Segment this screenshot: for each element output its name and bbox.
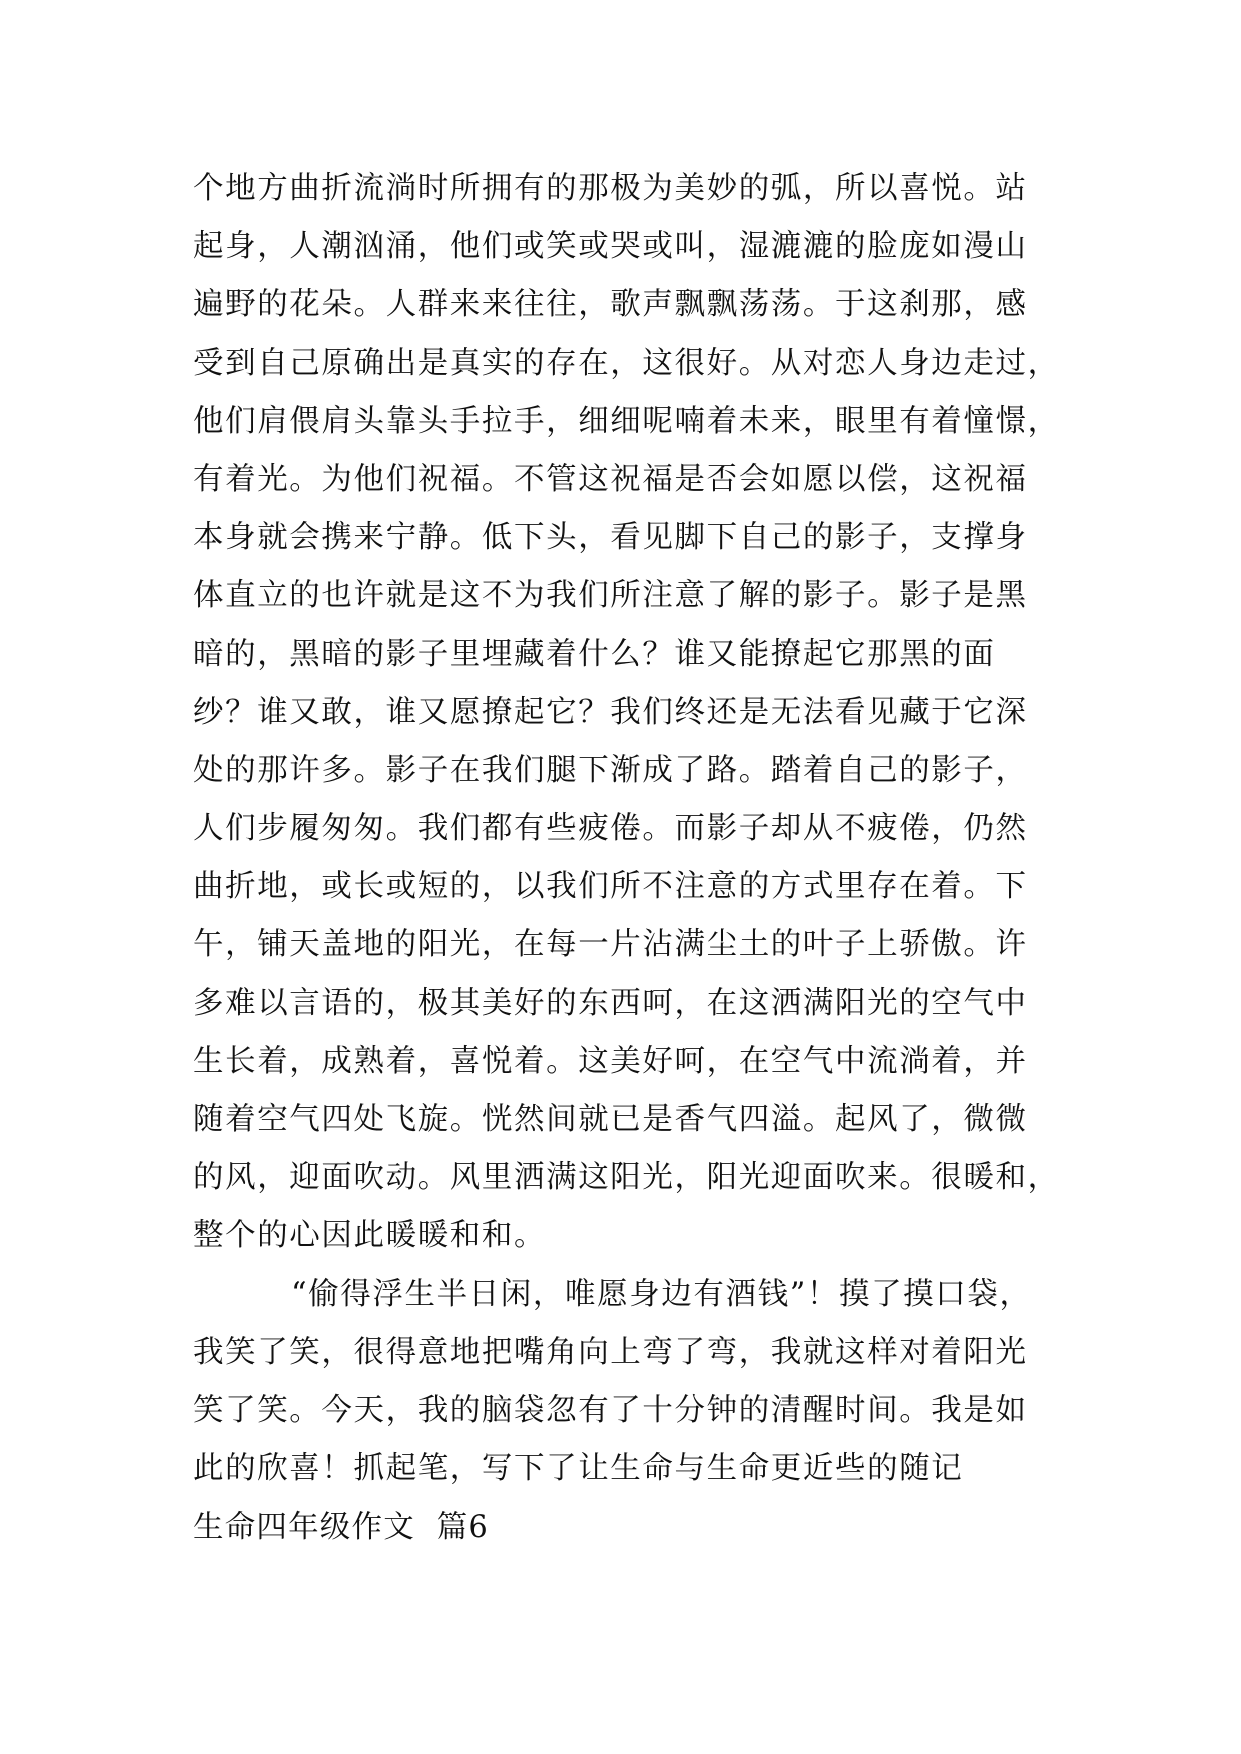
text-line: 多难以言语的，极其美好的东西呵，在这洒满阳光的空气中 — [193, 985, 1028, 1021]
text-line: 个地方曲折流淌时所拥有的那极为美妙的弧，所以喜悦。站 — [193, 171, 1028, 206]
text-line: 午，铺天盖地的阳光，在每一片沾满尘土的叶子上骄傲。许 — [193, 927, 1028, 963]
text-line: 暗的，黑暗的影子里埋藏着什么？谁又能撩起它那黑的面 — [193, 636, 996, 672]
text-line: 他们肩偎肩头靠头手拉手，细细呢喃着未来，眼里有着憧憬， — [193, 403, 1060, 439]
text-line: 受到自己原确出是真实的存在，这很好。从对恋人身边走过， — [193, 345, 1060, 381]
essay-body — [193, 160, 1073, 1498]
text-line: 我笑了笑，很得意地把嘴角向上弯了弯，我就这样对着阳光 — [193, 1334, 1028, 1370]
text-line: 遍野的花朵。人群来来往往，歌声飘飘荡荡。于这刹那，感 — [193, 287, 1028, 323]
text-line: 人们步履匆匆。我们都有些疲倦。而影子却从不疲倦，仍然 — [193, 811, 1028, 847]
text-line: 体直立的也许就是这不为我们所注意了解的影子。影子是黑 — [193, 578, 1028, 614]
text-line: 的风，迎面吹动。风里洒满这阳光，阳光迎面吹来。很暖和， — [193, 1160, 1060, 1196]
text-line: 纱？谁又敢，谁又愿撩起它？我们终还是无法看见藏于它深 — [193, 694, 1028, 730]
paragraph-start-line: “偷得浮生半日闲，唯愿身边有酒钱”！摸了摸口袋， — [291, 1276, 1032, 1312]
section-heading: 生命四年级作文 篇6 — [193, 1510, 489, 1545]
text-line: 整个的心因此暖暖和和。 — [193, 1218, 547, 1254]
text-line: 本身就会携来宁静。低下头，看见脚下自己的影子，支撑身 — [193, 520, 1028, 556]
text-line: 笑了笑。今天，我的脑袋忽有了十分钟的清醒时间。我是如 — [193, 1392, 1028, 1428]
text-line: 起身，人潮汹涌，他们或笑或哭或叫，湿漉漉的脸庞如漫山 — [193, 229, 1028, 265]
text-line: 有着光。为他们祝福。不管这祝福是否会如愿以偿，这祝福 — [193, 461, 1028, 497]
text-line: 曲折地，或长或短的，以我们所不注意的方式里存在着。下 — [193, 869, 1028, 905]
text-line: 此的欣喜！抓起笔，写下了让生命与生命更近些的随记 — [193, 1451, 964, 1487]
text-line: 随着空气四处飞旋。恍然间就已是香气四溢。起风了，微微 — [193, 1102, 1028, 1137]
text-line: 处的那许多。影子在我们腿下渐成了路。踏着自己的影子， — [193, 752, 1028, 788]
text-line: 生长着，成熟着，喜悦着。这美好呵，在空气中流淌着，并 — [193, 1043, 1028, 1079]
